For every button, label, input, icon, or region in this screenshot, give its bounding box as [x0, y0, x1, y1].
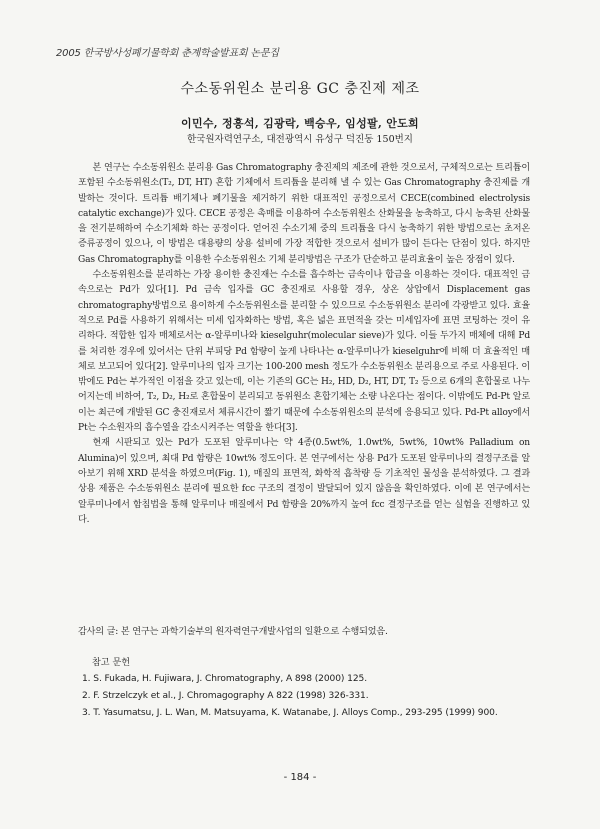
proceedings-header: 2005 한국방사성폐기물학회 춘계학술발표회 논문집	[56, 48, 279, 59]
paragraph: 수소동위원소를 분리하는 가장 용이한 충진재는 수소를 흡수하는 금속이나 합금을 이용하는 것이다. 대표적인 금속으로는 Pd가 있다[1]. Pd 금속 입자를 GC 충진재로 사용할 경우, 상온 상압에서 Displacement gas chromatography방법으로 용이하게 수소동위원소를 분리할 수 있으므로 수소동위원소 분리에 각광받고 있다. 효율적으로 Pd를 사용하기 위해서는 미세 입자화하는 방법, 혹은 넓은 표면적을 갖는 미세입자에 표면 코팅하는 것이 유리하다. 적합한 입자 매체로서는 α-알루미나와 kieselguhr(molecular sieve)가 있다. 이들 두가지 매체에 대해 Pd를 처리한 경우에 있어서는 단위 부피당 Pd 함량이 높게 나타나는 α-알루미나가 kieselguhr에 비해 더 효율적인 매체로 보고되어 있다[2]. 알루미나의 입자 크기는 100-200 mesh 정도가 수소동위원소 분리용으로 주로 사용된다. 이밖에도 Pd는 부가적인 이점을 갖고 있는데, 이는 기존의 GC는 H₂, HD, D₂, HT, DT, T₂ 등으로 6개의 혼합물로 나누어지는데 비하여, T₂, D₂, H₂로 혼합물이 분리되고 동위원소 혼합기체는 소량 나온다는 점이다. 이밖에도 Pd-Pt 알로이는 최근에 개발된 GC 충진재로서 체류시간이 짧기 때문에 수소동위원소의 분석에 응용되고 있다. Pd-Pt alloy에서 Pt는 수소원자의 흡수열을 감소시켜주는 역할을 한다[3].	[78, 270, 530, 434]
abstract-body	[78, 161, 530, 528]
reference-item: 3. T. Yasumatsu, J. L. Wan, M. Matsuyama, K. Watanabe, J. Alloys Comp., 293-295 (1999) 900.	[82, 708, 498, 718]
paragraph: 본 연구는 수소동위원소 분리용 Gas Chromatography 충진제의 제조에 관한 것으로서, 구체적으로는 트리튬이 포함된 수소동위원소(T₂, DT, HT) 혼합 기체에서 트리튬을 분리해 낼 수 있는 Gas Chromatography 충진제를 개발하는 것이다. 트리튬 배기체나 폐기물을 제거하기 위한 대표적인 공정으로서 CECE(combined electrolysis catalytic exchange)가 있다. CECE 공정은 촉매를 이용하여 수소동위원소 산화물을 농축하고, 다시 농축된 산화물을 전기분해하여 수소기체화 하는 공정이다. 얻어진 수소기체 중의 트리튬을 다시 농축하기 위한 방법으로는 초저온 증류공정이 있으나, 이 방법은 대용량의 상용 설비에 가장 적합한 것으로서 설비가 많이 든다는 단점이 있다. 하지만 Gas Chromatography를 이용한 수소동위원소 기체 분리방법은 구조가 단순하고 분리효율이 높은 장점이 있다.	[78, 163, 530, 265]
paragraph: 현재 시판되고 있는 Pd가 도포된 알루미나는 약 4종(0.5wt%, 1.0wt%, 5wt%, 10wt% Palladium on Alumina)이 있으며, 최대 Pd 함량은 10wt% 정도이다. 본 연구에서는 상용 Pd가 도포된 알루미나의 결정구조를 알아보기 위해 XRD 분석을 하였으며(Fig. 1), 매질의 표면적, 화학적 흡착량 등 기초적인 물성을 분석하였다. 그 결과 상용 제품은 수소동위원소 분리에 필요한 fcc 구조의 결정이 발달되어 있지 않음을 확인하였다. 이에 본 연구에서는 알루미나에서 함침법을 통해 알루미나 매질에서 Pd 함량을 20%까지 높여 fcc 결정구조를 얻는 실험을 진행하고 있다.	[78, 438, 530, 525]
author-list: 이민수, 정흥석, 김광락, 백승우, 임성팔, 안도희	[181, 117, 419, 130]
reference-item: 1. S. Fukada, H. Fujiwara, J. Chromatography, A 898 (2000) 125.	[82, 674, 367, 684]
affiliation: 한국원자력연구소, 대전광역시 유성구 덕진동 150번지	[187, 134, 413, 145]
page-number: - 184 -	[283, 772, 317, 783]
reference-item: 2. F. Strzelczyk et al., J. Chromagography A 822 (1998) 326-331.	[82, 691, 369, 701]
paper-title: 수소동위원소 분리용 GC 충진제 제조	[180, 81, 420, 97]
references-heading: 참고 문헌	[92, 658, 131, 668]
reference-list	[82, 671, 522, 722]
acknowledgment: 감사의 글: 본 연구는 과학기술부의 원자력연구개발사업의 일환으로 수행되었음.	[78, 627, 388, 637]
